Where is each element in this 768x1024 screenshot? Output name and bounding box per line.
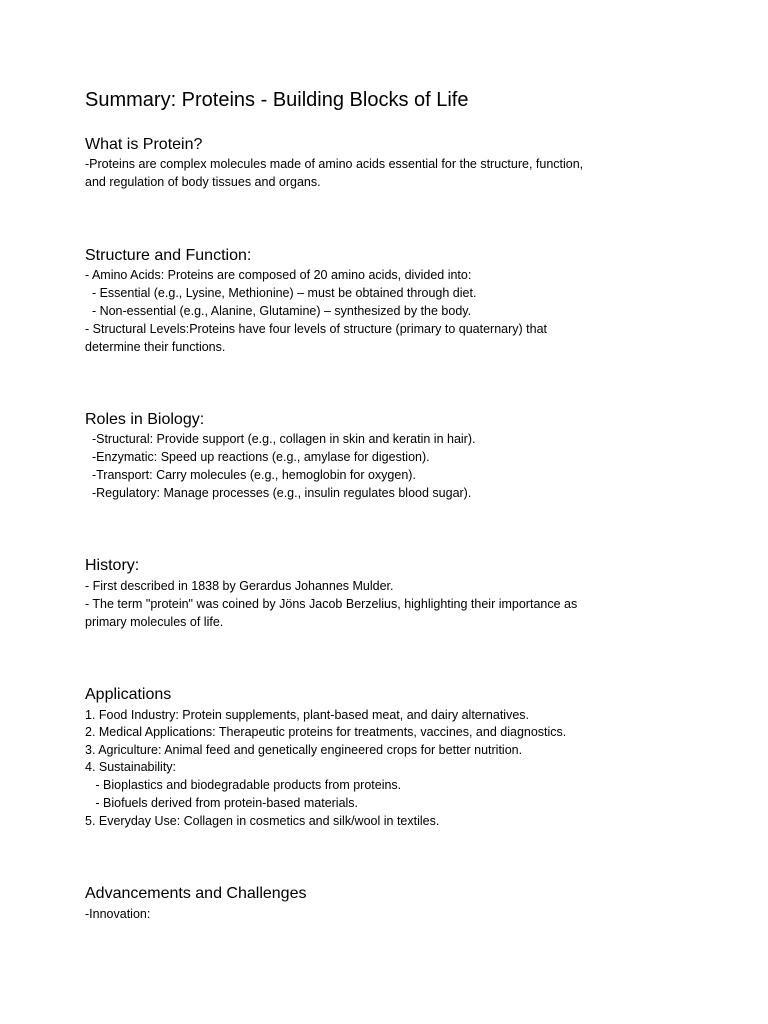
section-heading: History: <box>85 557 140 574</box>
paragraph-line: primary molecules of life. <box>85 615 224 629</box>
section-heading: Advancements and Challenges <box>85 885 307 902</box>
paragraph-line: - Amino Acids: Proteins are composed of 20 amino acids, divided into: <box>85 268 472 282</box>
page-title: Summary: Proteins - Building Blocks of Life <box>85 89 469 111</box>
paragraph-line: - First described in 1838 by Gerardus Johannes Mulder. <box>85 579 394 593</box>
paragraph-line: -Proteins are complex molecules made of amino acids essential for the structure, function, <box>85 157 584 171</box>
section-heading: Structure and Function: <box>85 247 252 264</box>
section-heading: What is Protein? <box>85 136 203 153</box>
list-item: 4. Sustainability: <box>85 760 177 774</box>
list-item: 3. Agriculture: Animal feed and genetically engineered crops for better nutrition. <box>85 743 523 757</box>
section-heading: Roles in Biology: <box>85 411 205 428</box>
list-item: 1. Food Industry: Protein supplements, plant-based meat, and dairy alternatives. <box>85 708 529 722</box>
paragraph-line: and regulation of body tissues and organs. <box>85 175 321 189</box>
paragraph-line: - Structural Levels:Proteins have four levels of structure (primary to quaternary) that <box>85 322 547 336</box>
paragraph-line: -Structural: Provide support (e.g., collagen in skin and keratin in hair). <box>85 432 476 446</box>
paragraph-line: -Innovation: <box>85 907 151 921</box>
paragraph-line: -Transport: Carry molecules (e.g., hemoglobin for oxygen). <box>85 468 416 482</box>
paragraph-line: - The term "protein" was coined by Jöns Jacob Berzelius, highlighting their importance as <box>85 597 578 611</box>
section-heading: Applications <box>85 686 172 703</box>
paragraph-line: -Enzymatic: Speed up reactions (e.g., amylase for digestion). <box>85 450 430 464</box>
paragraph-line: - Essential (e.g., Lysine, Methionine) – must be obtained through diet. <box>85 286 477 300</box>
paragraph-line: -Regulatory: Manage processes (e.g., insulin regulates blood sugar). <box>85 486 472 500</box>
paragraph-line: determine their functions. <box>85 340 226 354</box>
list-item: 5. Everyday Use: Collagen in cosmetics and silk/wool in textiles. <box>85 814 440 828</box>
list-item: - Biofuels derived from protein-based materials. <box>85 796 359 810</box>
paragraph-line: - Non-essential (e.g., Alanine, Glutamine) – synthesized by the body. <box>85 304 472 318</box>
list-item: - Bioplastics and biodegradable products from proteins. <box>85 778 402 792</box>
list-item: 2. Medical Applications: Therapeutic proteins for treatments, vaccines, and diagnostics. <box>85 725 567 739</box>
